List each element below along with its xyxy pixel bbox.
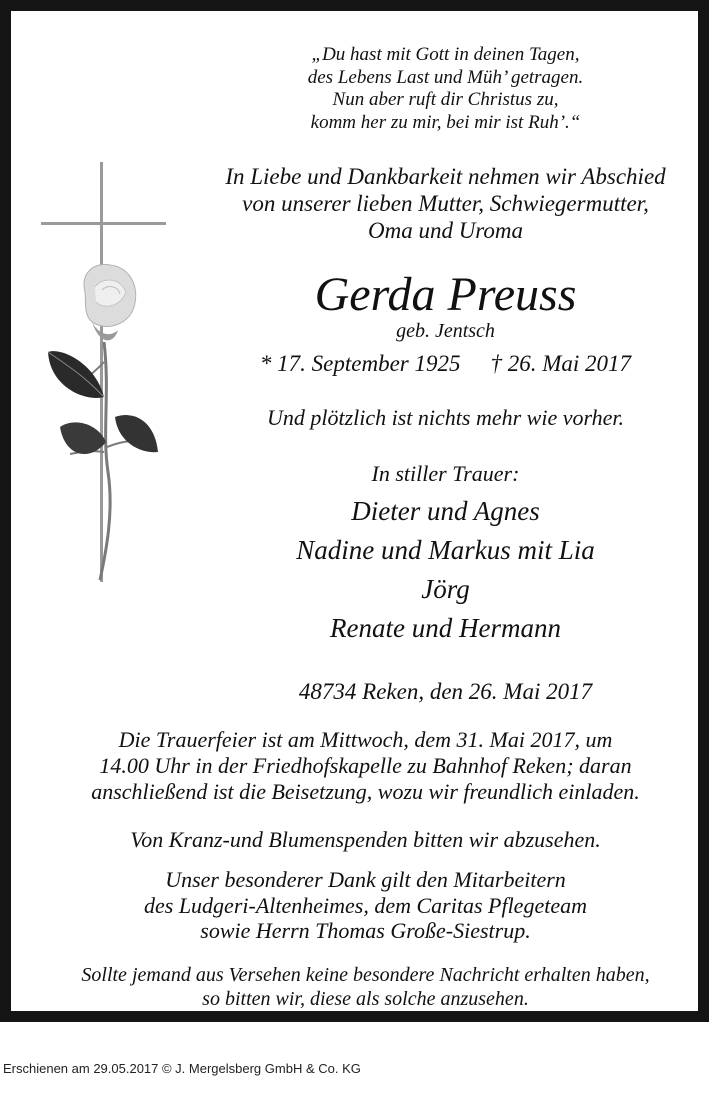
death-date: † 26. Mai 2017 (490, 351, 632, 376)
farewell-line: von unserer lieben Mutter, Schwiegermutter, (242, 191, 649, 216)
ceremony-line: Die Trauerfeier ist am Mittwoch, dem 31. Mai 2017, um (118, 727, 613, 752)
mourner-name: Renate und Hermann (330, 613, 561, 643)
thanks-text (22, 867, 709, 944)
thanks-line: sowie Herrn Thomas Große-Siestrup. (200, 918, 531, 943)
quote-verse (182, 44, 709, 134)
thanks-line: des Ludgeri-Altenheimes, dem Caritas Pflegeteam (144, 892, 587, 918)
farewell-line: In Liebe und Dankbarkeit nehmen wir Abschied (225, 164, 666, 189)
maiden-name: geb. Jentsch (396, 320, 495, 342)
farewell-line: Oma und Uroma (367, 218, 524, 243)
farewell-text (182, 163, 709, 244)
quote-line: Nun aber ruft dir Christus zu, (332, 89, 559, 110)
sudden-line: Und plötzlich ist nichts mehr wie vorher. (266, 405, 625, 430)
notice-text (32, 963, 699, 1011)
publication-footer: Erschienen am 29.05.2017 © J. Mergelsberg GmbH & Co. KG (3, 1061, 361, 1076)
birth-date: * 17. September 1925 (259, 351, 461, 376)
obituary-content (22, 22, 709, 1022)
mourners-list (182, 492, 709, 648)
thanks-line: Unser besonderer Dank gilt den Mitarbeitern (165, 867, 566, 892)
mourner-name: Jörg (421, 574, 470, 604)
deceased-name: Gerda Preuss (314, 268, 577, 321)
notice-line: so bitten wir, diese als solche anzusehen. (202, 988, 529, 1010)
ceremony-line: 14.00 Uhr in der Friedhofskapelle zu Bahnhof Reken; daran (99, 753, 632, 778)
place-date: 48734 Reken, den 26. Mai 2017 (298, 679, 593, 704)
quote-line: des Lebens Last und Müh’ getragen. (307, 66, 584, 88)
quote-line: komm her zu mir, bei mir ist Ruh’.“ (310, 111, 581, 133)
cross-with-rose-icon (40, 162, 170, 587)
notice-line: Sollte jemand aus Versehen keine besondere Nachricht erhalten haben, (81, 964, 650, 986)
ceremony-line: anschließend ist die Beisetzung, wozu wir freundlich einladen. (91, 779, 640, 804)
quote-line: „Du hast mit Gott in deinen Tagen, (311, 44, 580, 65)
ceremony-info (32, 727, 699, 805)
mourner-name: Nadine und Markus mit Lia (296, 535, 595, 565)
life-dates (182, 350, 709, 377)
mourning-label: In stiller Trauer: (371, 461, 520, 486)
mourner-name: Dieter und Agnes (351, 496, 540, 526)
wreath-note: Von Kranz-und Blumenspenden bitten wir abzusehen. (130, 827, 601, 852)
